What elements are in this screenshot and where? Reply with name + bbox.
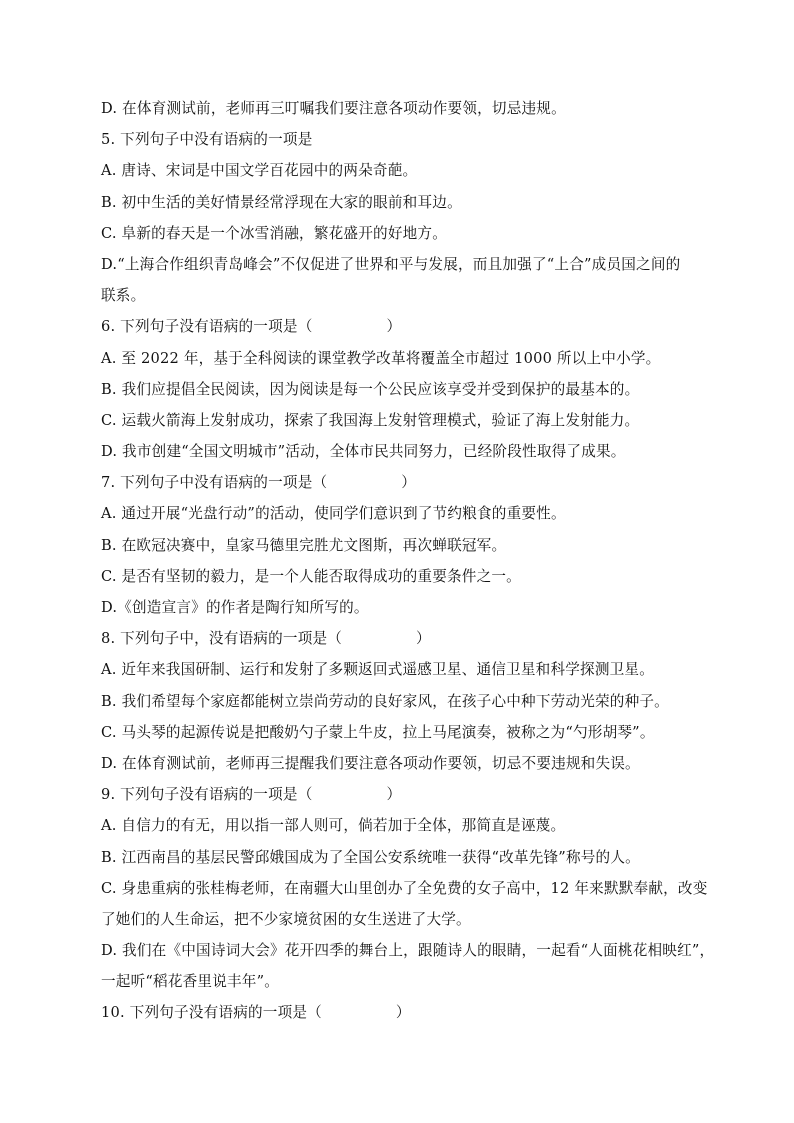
option-a-q7: A. 通过开展“光盘行动”的活动，使同学们意识到了节约粮食的重要性。	[101, 505, 566, 523]
question-text-block	[0, 93, 794, 1029]
option-b-q8: B. 我们希望每个家庭都能树立崇尚劳动的良好家风，在孩子心中种下劳动光荣的种子。	[101, 692, 669, 710]
question-10: 10. 下列句子没有语病的一项是（ ）	[101, 1004, 411, 1022]
option-a-q9: A. 自信力的有无，用以指一部人则可，倘若加于全体，那简直是诬蔑。	[101, 817, 566, 835]
question-7: 7. 下列句子中没有语病的一项是（ ）	[101, 474, 417, 492]
option-c-q5: C. 阜新的春天是一个冰雪消融，繁花盛开的好地方。	[101, 224, 447, 242]
option-d-q9-continued: 一起听“稻花香里说丰年”。	[101, 973, 280, 991]
question-8: 8. 下列句子中，没有语病的一项是（ ）	[101, 630, 431, 648]
option-b-q5: B. 初中生活的美好情景经常浮现在大家的眼前和耳边。	[101, 193, 462, 211]
option-c-q9-continued: 了她们的人生命运，把不少家境贫困的女生送进了大学。	[101, 910, 471, 928]
option-d-q6: D. 我市创建“全国文明城市”活动，全体市民共同努力，已经阶段性取得了成果。	[101, 443, 626, 461]
option-c-q6: C. 运载火箭海上发射成功，探索了我国海上发射管理模式，验证了海上发射能力。	[101, 411, 640, 429]
option-b-q6: B. 我们应提倡全民阅读，因为阅读是每一个公民应该享受并受到保护的最基本的。	[101, 380, 640, 398]
question-6: 6. 下列句子没有语病的一项是（ ）	[101, 318, 402, 336]
option-d-q4: D. 在体育测试前，老师再三叮嘱我们要注意各项动作要领，切忌违规。	[101, 100, 566, 117]
option-a-q5: A. 唐诗、宋词是中国文学百花园中的两朵奇葩。	[101, 162, 418, 180]
option-a-q6: A. 至 2022 年，基于全科阅读的课堂教学改革将覆盖全市超过 1000 所以上中小学。	[101, 349, 661, 367]
option-d-q5: D.“上海合作组织青岛峰会”不仅促进了世界和平与发展，而且加强了“上合”成员国之间的	[101, 255, 681, 273]
option-d-q5-continued: 联系。	[101, 287, 146, 305]
option-d-q8: D. 在体育测试前，老师再三提醒我们要注意各项动作要领，切忌不要违规和失误。	[101, 754, 640, 772]
option-a-q8: A. 近年来我国研制、运行和发射了多颗返回式遥感卫星、通信卫星和科学探测卫星。	[101, 661, 654, 679]
option-d-q7: D.《创造宣言》的作者是陶行知所写的。	[101, 599, 369, 616]
option-d-q9: D. 我们在《中国诗词大会》花开四季的舞台上，跟随诗人的眼睛，一起看“人面桃花相映红”，	[101, 942, 715, 960]
option-c-q7: C. 是否有坚韧的毅力，是一个人能否取得成功的重要条件之一。	[101, 567, 521, 585]
option-b-q9: B. 江西南昌的基层民警邱娥国成为了全国公安系统唯一获得“改革先锋”称号的人。	[101, 848, 640, 866]
option-c-q8: C. 马头琴的起源传说是把酸奶勺子蒙上牛皮，拉上马尾演奏，被称之为“勺形胡琴”。	[101, 723, 655, 741]
option-b-q7: B. 在欧冠决赛中，皇家马德里完胜尤文图斯，再次蝉联冠军。	[101, 536, 507, 554]
question-9: 9. 下列句子没有语病的一项是（ ）	[101, 786, 402, 804]
option-c-q9: C. 身患重病的张桂梅老师，在南疆大山里创办了全免费的女子高中，12 年来默默奉献，改变	[101, 879, 708, 897]
question-5: 5. 下列句子中没有语病的一项是	[101, 131, 313, 149]
